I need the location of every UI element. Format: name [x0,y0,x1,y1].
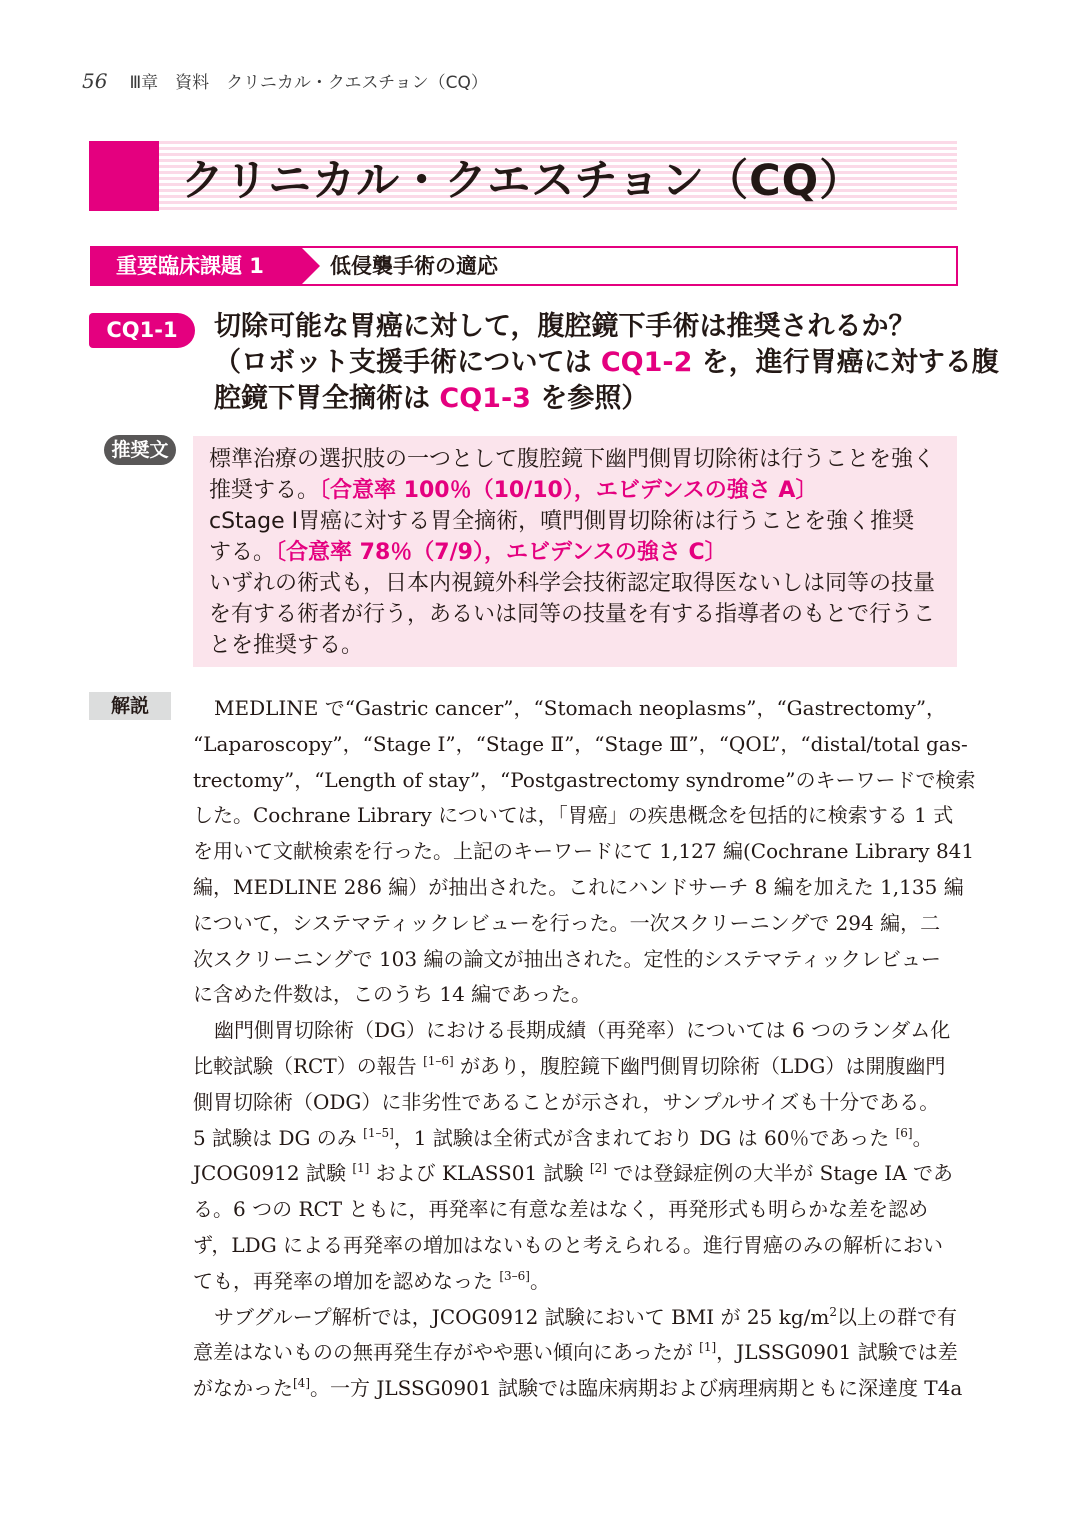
citation-ref: [3–6] [499,1268,530,1283]
citation-ref: [1] [699,1340,717,1355]
cq-text: を，進行胃癌に対する腹 [692,347,999,378]
citation-ref: [6] [895,1125,913,1140]
body-text: 。一方 JLSSG0901 試験では臨床病期および病理病期ともに深達度 T4a [310,1376,963,1401]
cq-text: （ロボット支援手術については [214,347,601,378]
rec-text: 推奨する。 [209,478,320,503]
topic-arrow-icon [302,248,320,284]
body-text: 以上の群で有 [836,1304,957,1329]
body-line: ず，LDG による再発率の増加はないものと考えられる。進行胃癌のみの解析におい [193,1232,944,1257]
running-header [82,68,488,93]
cq-badge: CQ1-1 [89,313,195,348]
body-text: 5 試験は DG のみ [193,1125,364,1150]
cq-ref-link[interactable]: CQ1-3 [439,383,531,414]
cq-line-3 [214,381,964,417]
body-text: 比較試験（RCT）の報告 [193,1053,424,1078]
superscript: 2 [829,1304,837,1319]
rec-line: cStage Ⅰ胃癌に対する胃全摘術，噴門側胃切除術は行うことを強く推奨 [209,509,915,534]
consensus-note: 〔合意率 100％（10/10），エビデンスの強さ A〕 [319,478,818,503]
citation-ref: [1] [352,1161,370,1176]
explanation-body [193,691,976,1407]
body-line [193,1335,957,1371]
body-line: 次スクリーニングで 103 編の論文が抽出された。定性的システマティックレビュー [193,946,941,971]
rec-line: とを推奨する。 [209,633,364,658]
body-text: ，1 試験は全術式が含まれており DG は 60％であった [393,1125,896,1150]
body-text: 。 [912,1125,933,1150]
body-line: について，システマティックレビューを行った。一次スクリーニングで 294 編，二 [193,910,941,935]
body-line [193,1300,957,1336]
topic-title: 低侵襲手術の適応 [330,254,498,278]
rec-text: する。 [209,540,276,565]
citation-ref: [4] [293,1376,310,1391]
body-text: があり，腹腔鏡下幽門側胃切除術（LDG）は開腹幽門 [453,1053,946,1078]
topic-label: 重要臨床課題 1 [92,248,302,284]
title-accent-block [89,141,159,211]
body-line: “Laparoscopy”，“Stage Ⅰ”，“Stage Ⅱ”，“Stage Ⅲ”，“QOL”，“distal/total gas- [193,731,968,756]
recommendation-badge: 推奨文 [104,435,176,465]
body-text: ても，再発率の増加を認めなった [193,1268,500,1293]
recommendation-box [193,436,957,667]
rec-line [209,537,947,568]
body-text: および KLASS01 試験 [369,1161,590,1186]
body-text: ，JLSSG0901 試験では差 [716,1340,958,1365]
body-line: る。6 つの RCT ともに，再発率に有意な差はなく，再発形式も明らかな差を認め [193,1197,929,1222]
body-text: 。 [530,1268,550,1293]
chapter-title-band [89,141,957,211]
body-line: した。Cochrane Library については，「胃癌」の疾患概念を包括的に検索する 1 式 [193,803,954,828]
body-line [193,1049,957,1085]
page-number: 56 [82,69,108,93]
body-line [193,1371,963,1407]
body-line: に含めた件数は，このうち 14 編であった。 [193,982,591,1007]
body-text: がなかった [193,1376,293,1401]
citation-ref: [1–5] [363,1125,394,1140]
body-line: 側胃切除術（ODG）に非劣性であることが示され，サンプルサイズも十分である。 [193,1089,940,1114]
topic-bar [90,246,958,286]
clinical-question [214,309,999,417]
body-line: trectomy”，“Length of stay”，“Postgastrectomy syndrome”のキーワードで検索 [193,767,976,792]
body-text: JCOG0912 試験 [193,1161,353,1186]
consensus-note: 〔合意率 78％（7/9），エビデンスの強さ C〕 [275,540,727,565]
body-line: MEDLINE で“Gastric cancer”，“Stomach neoplasms”，“Gastrectomy”， [214,696,947,720]
body-line: を用いて文献検索を行った。上記のキーワードにて 1,127 編(Cochrane Library 841 [193,839,975,864]
citation-ref: [1–6] [423,1053,454,1068]
body-line [193,1264,957,1300]
body-line: 編，MEDLINE 286 編）が抽出された。これにハンドサーチ 8 編を加えた 1,135 編 [193,874,964,899]
rec-line: を有する術者が行う，あるいは同等の技量を有する指導者のもとで行うこ [209,602,936,627]
rec-line: 標準治療の選択肢の一つとして腹腔鏡下幽門側胃切除術は行うことを強く [209,447,936,472]
rec-line [209,475,947,506]
cq-text: を参照） [530,383,649,414]
citation-ref: [2] [589,1161,607,1176]
cq-ref-link[interactable]: CQ1-2 [600,347,693,378]
running-title: Ⅲ章 資料 クリニカル・クエスチョン（CQ） [129,73,488,93]
body-text: サブグループ解析では，JCOG0912 試験において BMI が 25 kg/m [214,1304,830,1329]
cq-text: 腔鏡下胃全摘術は [214,383,440,414]
body-line [193,1156,957,1192]
rec-line: いずれの術式も，日本内視鏡外科学会技術認定取得医ないしは同等の技量 [209,571,936,596]
body-line [193,1121,957,1157]
cq-line-2 [214,345,999,381]
body-line: 幽門側胃切除術（DG）における長期成績（再発率）については 6 つのランダム化 [214,1018,951,1043]
explanation-badge: 解説 [89,692,171,720]
chapter-title: クリニカル・クエスチョン（CQ） [181,156,864,206]
body-text: では登録症例の大半が Stage ⅠA であ [606,1161,953,1186]
body-text: 意差はないものの無再発生存がやや悪い傾向にあったが [193,1340,700,1365]
cq-line-1: 切除可能な胃癌に対して，腹腔鏡下手術は推奨されるか？ [214,311,916,342]
